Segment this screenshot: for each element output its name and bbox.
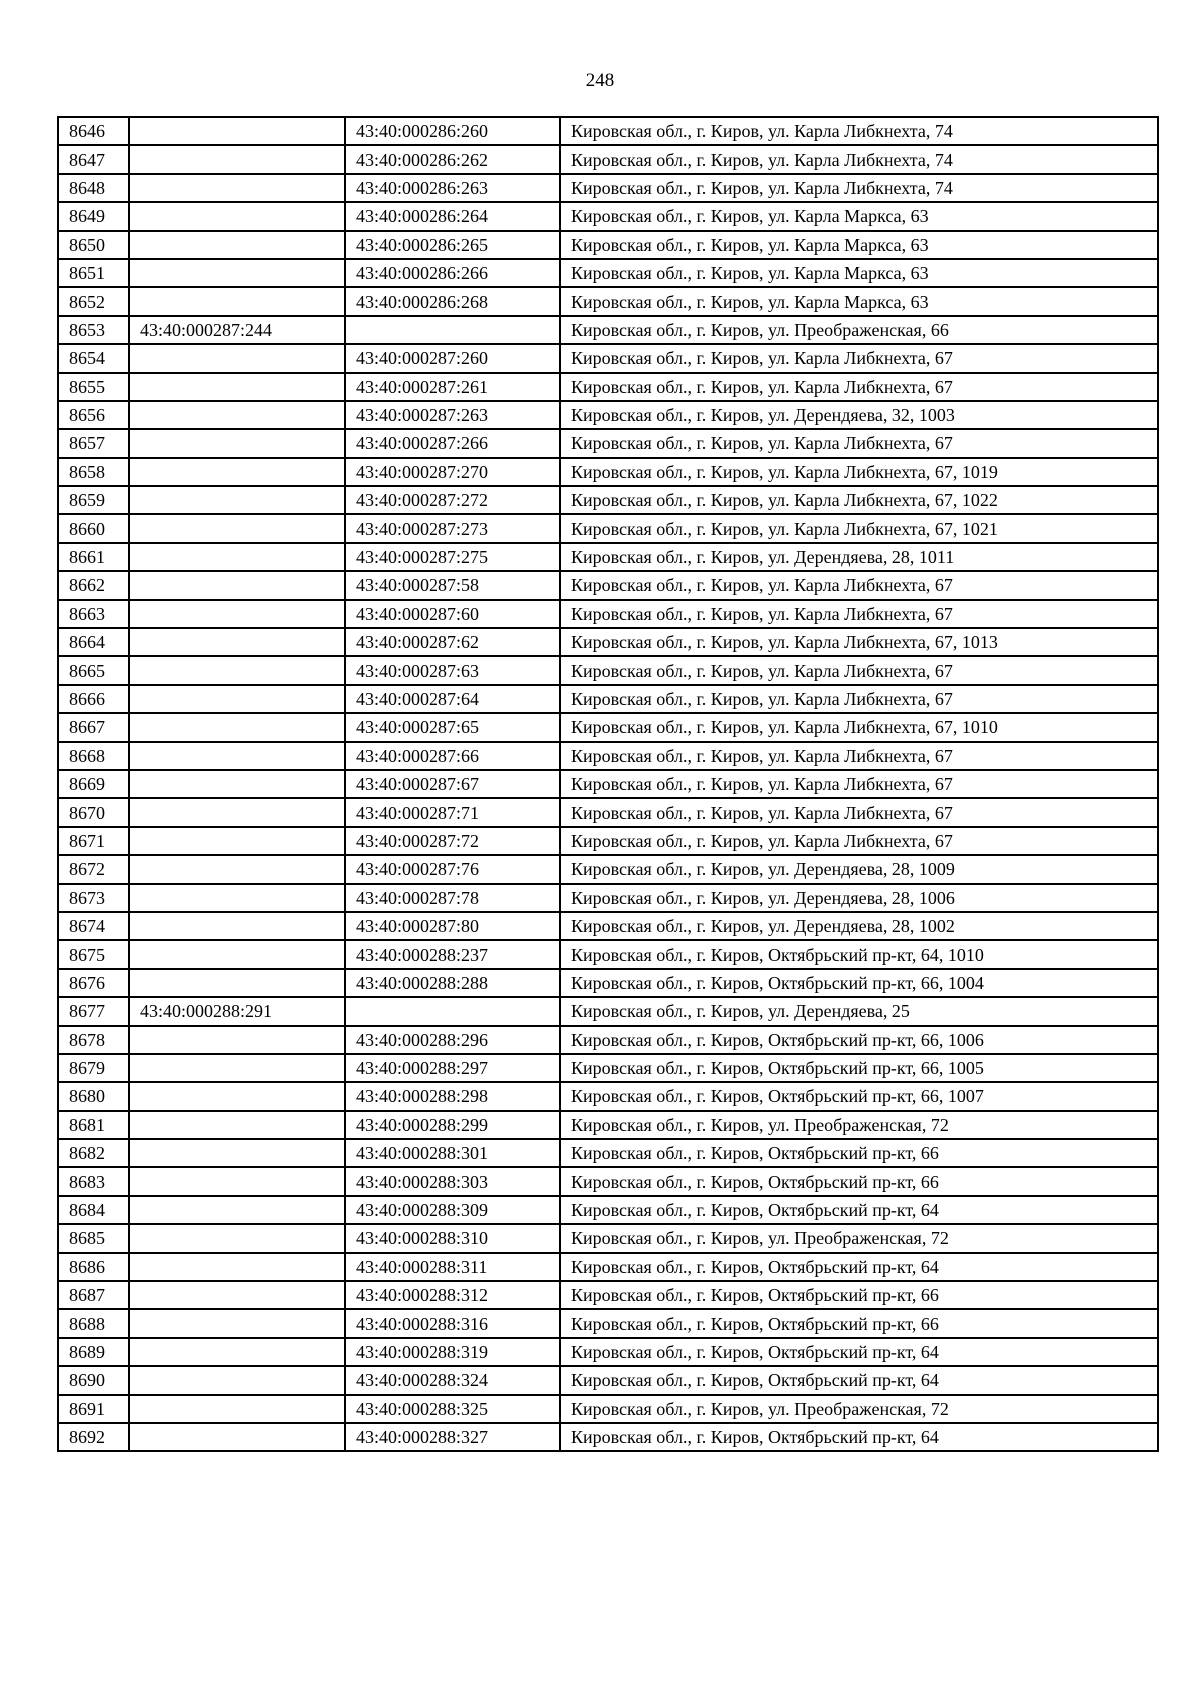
row-number-cell: 8669 xyxy=(58,770,129,798)
row-number-cell: 8667 xyxy=(58,713,129,741)
premise-cadastral-cell: 43:40:000287:62 xyxy=(345,628,560,656)
table-row xyxy=(58,287,1158,315)
address-cell: Кировская обл., г. Киров, ул. Карла Либкнехта, 67 xyxy=(560,827,1158,855)
parcel-cadastral-cell: 43:40:000288:291 xyxy=(129,997,345,1025)
table-row xyxy=(58,884,1158,912)
row-number-cell: 8658 xyxy=(58,458,129,486)
parcel-cadastral-cell xyxy=(129,287,345,315)
premise-cadastral-cell: 43:40:000287:71 xyxy=(345,798,560,826)
premise-cadastral-cell: 43:40:000287:76 xyxy=(345,855,560,883)
parcel-cadastral-cell xyxy=(129,1395,345,1423)
address-cell: Кировская обл., г. Киров, Октябрьский пр-кт, 66, 1006 xyxy=(560,1026,1158,1054)
row-number-cell: 8682 xyxy=(58,1139,129,1167)
address-cell: Кировская обл., г. Киров, ул. Карла Либкнехта, 67 xyxy=(560,798,1158,826)
parcel-cadastral-cell xyxy=(129,458,345,486)
table-row xyxy=(58,571,1158,599)
parcel-cadastral-cell xyxy=(129,1139,345,1167)
table-row xyxy=(58,1395,1158,1423)
address-cell: Кировская обл., г. Киров, Октябрьский пр-кт, 66 xyxy=(560,1281,1158,1309)
row-number-cell: 8688 xyxy=(58,1309,129,1337)
address-cell: Кировская обл., г. Киров, Октябрьский пр-кт, 66 xyxy=(560,1167,1158,1195)
premise-cadastral-cell: 43:40:000288:325 xyxy=(345,1395,560,1423)
table-row xyxy=(58,174,1158,202)
parcel-cadastral-cell xyxy=(129,1366,345,1394)
premise-cadastral-cell: 43:40:000287:66 xyxy=(345,742,560,770)
address-cell: Кировская обл., г. Киров, ул. Карла Либкнехта, 67 xyxy=(560,685,1158,713)
address-cell: Кировская обл., г. Киров, ул. Преображенская, 66 xyxy=(560,316,1158,344)
table-row xyxy=(58,1224,1158,1252)
premise-cadastral-cell: 43:40:000287:260 xyxy=(345,344,560,372)
row-number-cell: 8681 xyxy=(58,1111,129,1139)
address-cell: Кировская обл., г. Киров, ул. Карла Маркса, 63 xyxy=(560,259,1158,287)
premise-cadastral-cell: 43:40:000288:301 xyxy=(345,1139,560,1167)
premise-cadastral-cell: 43:40:000287:272 xyxy=(345,486,560,514)
premise-cadastral-cell: 43:40:000288:311 xyxy=(345,1253,560,1281)
address-cell: Кировская обл., г. Киров, ул. Карла Маркса, 63 xyxy=(560,287,1158,315)
table-row xyxy=(58,685,1158,713)
table-row xyxy=(58,1366,1158,1394)
parcel-cadastral-cell xyxy=(129,486,345,514)
row-number-cell: 8647 xyxy=(58,145,129,173)
table-row xyxy=(58,344,1158,372)
row-number-cell: 8653 xyxy=(58,316,129,344)
row-number-cell: 8646 xyxy=(58,117,129,145)
table-row xyxy=(58,742,1158,770)
address-cell: Кировская обл., г. Киров, ул. Карла Либкнехта, 67 xyxy=(560,742,1158,770)
table-row xyxy=(58,713,1158,741)
table-row xyxy=(58,1111,1158,1139)
address-cell: Кировская обл., г. Киров, ул. Карла Либкнехта, 67 xyxy=(560,770,1158,798)
row-number-cell: 8659 xyxy=(58,486,129,514)
premise-cadastral-cell: 43:40:000287:58 xyxy=(345,571,560,599)
row-number-cell: 8677 xyxy=(58,997,129,1025)
row-number-cell: 8670 xyxy=(58,798,129,826)
premise-cadastral-cell: 43:40:000287:67 xyxy=(345,770,560,798)
premise-cadastral-cell: 43:40:000286:266 xyxy=(345,259,560,287)
table-row xyxy=(58,855,1158,883)
row-number-cell: 8672 xyxy=(58,855,129,883)
premise-cadastral-cell: 43:40:000287:78 xyxy=(345,884,560,912)
row-number-cell: 8692 xyxy=(58,1423,129,1451)
row-number-cell: 8680 xyxy=(58,1082,129,1110)
address-cell: Кировская обл., г. Киров, Октябрьский пр-кт, 64 xyxy=(560,1196,1158,1224)
parcel-cadastral-cell xyxy=(129,543,345,571)
address-cell: Кировская обл., г. Киров, ул. Преображенская, 72 xyxy=(560,1111,1158,1139)
row-number-cell: 8675 xyxy=(58,940,129,968)
address-cell: Кировская обл., г. Киров, ул. Карла Либкнехта, 67, 1021 xyxy=(560,514,1158,542)
table-row xyxy=(58,1054,1158,1082)
row-number-cell: 8684 xyxy=(58,1196,129,1224)
row-number-cell: 8683 xyxy=(58,1167,129,1195)
row-number-cell: 8663 xyxy=(58,600,129,628)
row-number-cell: 8691 xyxy=(58,1395,129,1423)
address-cell: Кировская обл., г. Киров, Октябрьский пр-кт, 64, 1010 xyxy=(560,940,1158,968)
parcel-cadastral-cell xyxy=(129,855,345,883)
address-cell: Кировская обл., г. Киров, ул. Преображенская, 72 xyxy=(560,1224,1158,1252)
row-number-cell: 8674 xyxy=(58,912,129,940)
address-cell: Кировская обл., г. Киров, Октябрьский пр-кт, 66 xyxy=(560,1139,1158,1167)
address-cell: Кировская обл., г. Киров, ул. Карла Либкнехта, 74 xyxy=(560,174,1158,202)
premise-cadastral-cell: 43:40:000286:264 xyxy=(345,202,560,230)
table-row xyxy=(58,1309,1158,1337)
premise-cadastral-cell: 43:40:000288:324 xyxy=(345,1366,560,1394)
premise-cadastral-cell: 43:40:000286:263 xyxy=(345,174,560,202)
table-row xyxy=(58,1281,1158,1309)
address-cell: Кировская обл., г. Киров, Октябрьский пр-кт, 66, 1004 xyxy=(560,969,1158,997)
table-row xyxy=(58,770,1158,798)
parcel-cadastral-cell xyxy=(129,1026,345,1054)
parcel-cadastral-cell xyxy=(129,770,345,798)
premise-cadastral-cell: 43:40:000287:270 xyxy=(345,458,560,486)
row-number-cell: 8689 xyxy=(58,1338,129,1366)
premise-cadastral-cell xyxy=(345,316,560,344)
row-number-cell: 8686 xyxy=(58,1253,129,1281)
parcel-cadastral-cell xyxy=(129,145,345,173)
row-number-cell: 8662 xyxy=(58,571,129,599)
parcel-cadastral-cell: 43:40:000287:244 xyxy=(129,316,345,344)
address-cell: Кировская обл., г. Киров, Октябрьский пр-кт, 66, 1007 xyxy=(560,1082,1158,1110)
address-cell: Кировская обл., г. Киров, Октябрьский пр-кт, 66, 1005 xyxy=(560,1054,1158,1082)
row-number-cell: 8687 xyxy=(58,1281,129,1309)
table-row xyxy=(58,514,1158,542)
parcel-cadastral-cell xyxy=(129,742,345,770)
row-number-cell: 8654 xyxy=(58,344,129,372)
row-number-cell: 8650 xyxy=(58,231,129,259)
parcel-cadastral-cell xyxy=(129,685,345,713)
row-number-cell: 8673 xyxy=(58,884,129,912)
table-row xyxy=(58,1026,1158,1054)
premise-cadastral-cell: 43:40:000287:80 xyxy=(345,912,560,940)
address-cell: Кировская обл., г. Киров, ул. Карла Либкнехта, 67, 1019 xyxy=(560,458,1158,486)
row-number-cell: 8671 xyxy=(58,827,129,855)
address-cell: Кировская обл., г. Киров, ул. Дерендяева, 28, 1011 xyxy=(560,543,1158,571)
premise-cadastral-cell: 43:40:000288:310 xyxy=(345,1224,560,1252)
table-row xyxy=(58,1139,1158,1167)
row-number-cell: 8651 xyxy=(58,259,129,287)
row-number-cell: 8679 xyxy=(58,1054,129,1082)
parcel-cadastral-cell xyxy=(129,344,345,372)
row-number-cell: 8660 xyxy=(58,514,129,542)
address-cell: Кировская обл., г. Киров, ул. Карла Либкнехта, 67 xyxy=(560,429,1158,457)
table-row xyxy=(58,940,1158,968)
parcel-cadastral-cell xyxy=(129,373,345,401)
table-row xyxy=(58,117,1158,145)
table-row xyxy=(58,429,1158,457)
premise-cadastral-cell: 43:40:000288:288 xyxy=(345,969,560,997)
table-row xyxy=(58,401,1158,429)
table-row xyxy=(58,373,1158,401)
table-row xyxy=(58,1423,1158,1451)
premise-cadastral-cell: 43:40:000288:298 xyxy=(345,1082,560,1110)
table-row xyxy=(58,600,1158,628)
parcel-cadastral-cell xyxy=(129,969,345,997)
premise-cadastral-cell: 43:40:000287:64 xyxy=(345,685,560,713)
parcel-cadastral-cell xyxy=(129,259,345,287)
address-cell: Кировская обл., г. Киров, Октябрьский пр-кт, 64 xyxy=(560,1423,1158,1451)
table-row xyxy=(58,1338,1158,1366)
row-number-cell: 8664 xyxy=(58,628,129,656)
row-number-cell: 8685 xyxy=(58,1224,129,1252)
address-cell: Кировская обл., г. Киров, ул. Карла Либкнехта, 67 xyxy=(560,373,1158,401)
row-number-cell: 8666 xyxy=(58,685,129,713)
parcel-cadastral-cell xyxy=(129,231,345,259)
row-number-cell: 8676 xyxy=(58,969,129,997)
parcel-cadastral-cell xyxy=(129,174,345,202)
parcel-cadastral-cell xyxy=(129,1111,345,1139)
parcel-cadastral-cell xyxy=(129,713,345,741)
table-row xyxy=(58,145,1158,173)
premise-cadastral-cell: 43:40:000287:266 xyxy=(345,429,560,457)
table-row xyxy=(58,1082,1158,1110)
premise-cadastral-cell: 43:40:000286:260 xyxy=(345,117,560,145)
premise-cadastral-cell xyxy=(345,997,560,1025)
premise-cadastral-cell: 43:40:000288:319 xyxy=(345,1338,560,1366)
row-number-cell: 8657 xyxy=(58,429,129,457)
registry-table xyxy=(57,116,1159,1452)
table-row xyxy=(58,656,1158,684)
premise-cadastral-cell: 43:40:000288:299 xyxy=(345,1111,560,1139)
table-row xyxy=(58,458,1158,486)
premise-cadastral-cell: 43:40:000287:263 xyxy=(345,401,560,429)
row-number-cell: 8665 xyxy=(58,656,129,684)
premise-cadastral-cell: 43:40:000288:303 xyxy=(345,1167,560,1195)
parcel-cadastral-cell xyxy=(129,1167,345,1195)
premise-cadastral-cell: 43:40:000286:262 xyxy=(345,145,560,173)
parcel-cadastral-cell xyxy=(129,1309,345,1337)
table-row xyxy=(58,231,1158,259)
table-row xyxy=(58,259,1158,287)
parcel-cadastral-cell xyxy=(129,940,345,968)
row-number-cell: 8655 xyxy=(58,373,129,401)
premise-cadastral-cell: 43:40:000288:312 xyxy=(345,1281,560,1309)
parcel-cadastral-cell xyxy=(129,571,345,599)
parcel-cadastral-cell xyxy=(129,884,345,912)
parcel-cadastral-cell xyxy=(129,628,345,656)
parcel-cadastral-cell xyxy=(129,202,345,230)
address-cell: Кировская обл., г. Киров, Октябрьский пр-кт, 66 xyxy=(560,1309,1158,1337)
parcel-cadastral-cell xyxy=(129,117,345,145)
table-row xyxy=(58,1196,1158,1224)
table-row xyxy=(58,1253,1158,1281)
page-number: 248 xyxy=(585,70,615,91)
address-cell: Кировская обл., г. Киров, ул. Дерендяева, 32, 1003 xyxy=(560,401,1158,429)
table-row xyxy=(58,912,1158,940)
table-row xyxy=(58,798,1158,826)
address-cell: Кировская обл., г. Киров, Октябрьский пр-кт, 64 xyxy=(560,1253,1158,1281)
address-cell: Кировская обл., г. Киров, ул. Карла Либкнехта, 67 xyxy=(560,571,1158,599)
address-cell: Кировская обл., г. Киров, ул. Преображенская, 72 xyxy=(560,1395,1158,1423)
parcel-cadastral-cell xyxy=(129,401,345,429)
parcel-cadastral-cell xyxy=(129,514,345,542)
premise-cadastral-cell: 43:40:000287:63 xyxy=(345,656,560,684)
premise-cadastral-cell: 43:40:000288:327 xyxy=(345,1423,560,1451)
parcel-cadastral-cell xyxy=(129,912,345,940)
address-cell: Кировская обл., г. Киров, ул. Карла Либкнехта, 67, 1010 xyxy=(560,713,1158,741)
parcel-cadastral-cell xyxy=(129,1281,345,1309)
address-cell: Кировская обл., г. Киров, ул. Дерендяева, 28, 1002 xyxy=(560,912,1158,940)
row-number-cell: 8648 xyxy=(58,174,129,202)
premise-cadastral-cell: 43:40:000287:72 xyxy=(345,827,560,855)
table-row xyxy=(58,543,1158,571)
table-row xyxy=(58,997,1158,1025)
row-number-cell: 8678 xyxy=(58,1026,129,1054)
premise-cadastral-cell: 43:40:000287:65 xyxy=(345,713,560,741)
address-cell: Кировская обл., г. Киров, ул. Карла Либкнехта, 74 xyxy=(560,145,1158,173)
address-cell: Кировская обл., г. Киров, ул. Карла Либкнехта, 74 xyxy=(560,117,1158,145)
premise-cadastral-cell: 43:40:000286:268 xyxy=(345,287,560,315)
parcel-cadastral-cell xyxy=(129,1054,345,1082)
premise-cadastral-cell: 43:40:000287:273 xyxy=(345,514,560,542)
registry-table-body xyxy=(58,117,1158,1451)
premise-cadastral-cell: 43:40:000288:296 xyxy=(345,1026,560,1054)
row-number-cell: 8652 xyxy=(58,287,129,315)
parcel-cadastral-cell xyxy=(129,1082,345,1110)
row-number-cell: 8661 xyxy=(58,543,129,571)
table-row xyxy=(58,1167,1158,1195)
address-cell: Кировская обл., г. Киров, ул. Карла Маркса, 63 xyxy=(560,202,1158,230)
address-cell: Кировская обл., г. Киров, Октябрьский пр-кт, 64 xyxy=(560,1366,1158,1394)
table-row xyxy=(58,316,1158,344)
address-cell: Кировская обл., г. Киров, ул. Карла Либкнехта, 67, 1022 xyxy=(560,486,1158,514)
row-number-cell: 8668 xyxy=(58,742,129,770)
premise-cadastral-cell: 43:40:000287:60 xyxy=(345,600,560,628)
parcel-cadastral-cell xyxy=(129,798,345,826)
premise-cadastral-cell: 43:40:000288:309 xyxy=(345,1196,560,1224)
parcel-cadastral-cell xyxy=(129,1423,345,1451)
premise-cadastral-cell: 43:40:000288:237 xyxy=(345,940,560,968)
parcel-cadastral-cell xyxy=(129,1338,345,1366)
row-number-cell: 8649 xyxy=(58,202,129,230)
premise-cadastral-cell: 43:40:000287:261 xyxy=(345,373,560,401)
parcel-cadastral-cell xyxy=(129,429,345,457)
premise-cadastral-cell: 43:40:000288:316 xyxy=(345,1309,560,1337)
table-row xyxy=(58,202,1158,230)
address-cell: Кировская обл., г. Киров, ул. Дерендяева, 25 xyxy=(560,997,1158,1025)
table-row xyxy=(58,827,1158,855)
table-row xyxy=(58,486,1158,514)
address-cell: Кировская обл., г. Киров, ул. Карла Либкнехта, 67 xyxy=(560,600,1158,628)
row-number-cell: 8690 xyxy=(58,1366,129,1394)
parcel-cadastral-cell xyxy=(129,1196,345,1224)
table-row xyxy=(58,969,1158,997)
parcel-cadastral-cell xyxy=(129,827,345,855)
parcel-cadastral-cell xyxy=(129,600,345,628)
row-number-cell: 8656 xyxy=(58,401,129,429)
address-cell: Кировская обл., г. Киров, ул. Карла Маркса, 63 xyxy=(560,231,1158,259)
address-cell: Кировская обл., г. Киров, ул. Дерендяева, 28, 1006 xyxy=(560,884,1158,912)
address-cell: Кировская обл., г. Киров, ул. Дерендяева, 28, 1009 xyxy=(560,855,1158,883)
address-cell: Кировская обл., г. Киров, ул. Карла Либкнехта, 67 xyxy=(560,344,1158,372)
table-row xyxy=(58,628,1158,656)
parcel-cadastral-cell xyxy=(129,1224,345,1252)
premise-cadastral-cell: 43:40:000286:265 xyxy=(345,231,560,259)
premise-cadastral-cell: 43:40:000288:297 xyxy=(345,1054,560,1082)
parcel-cadastral-cell xyxy=(129,656,345,684)
address-cell: Кировская обл., г. Киров, ул. Карла Либкнехта, 67 xyxy=(560,656,1158,684)
premise-cadastral-cell: 43:40:000287:275 xyxy=(345,543,560,571)
address-cell: Кировская обл., г. Киров, Октябрьский пр-кт, 64 xyxy=(560,1338,1158,1366)
address-cell: Кировская обл., г. Киров, ул. Карла Либкнехта, 67, 1013 xyxy=(560,628,1158,656)
parcel-cadastral-cell xyxy=(129,1253,345,1281)
